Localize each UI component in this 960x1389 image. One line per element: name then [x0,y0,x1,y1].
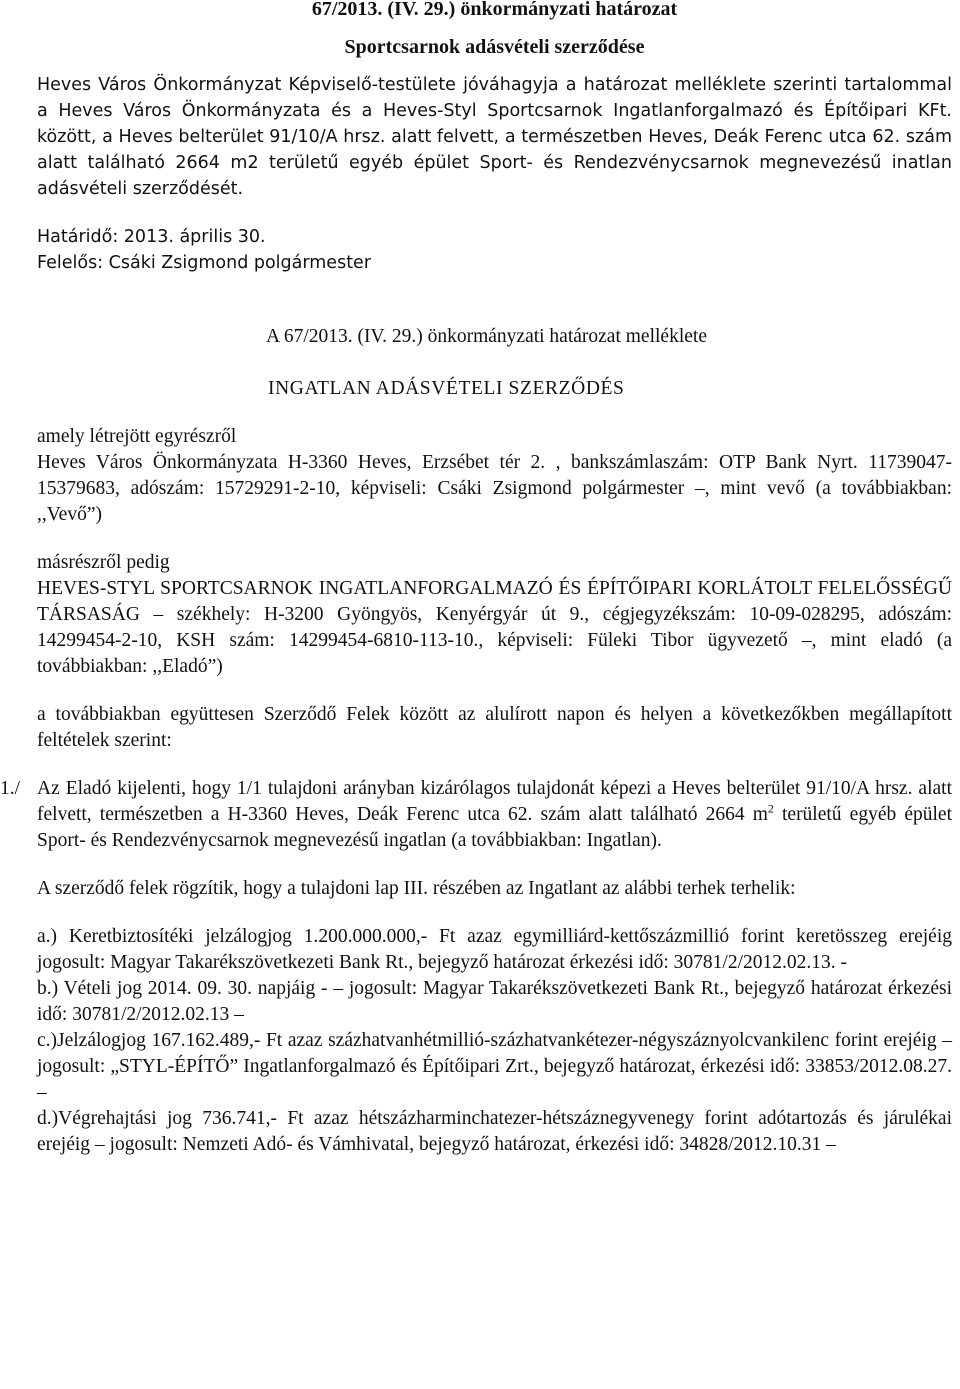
encumbrance-intro: A szerződő felek rögzítik, hogy a tulajdoni lap III. részében az Ingatlant az alábbi terhek terhelik: [37,878,796,899]
item-1-text [37,776,952,854]
item-number: 1./ [0,778,21,799]
contract-title: INGATLAN ADÁSVÉTELI SZERZŐDÉS [268,378,625,399]
contract-item-1 [0,776,952,854]
resolution-deadline: Határidő: 2013. április 30. [37,227,266,247]
party1-body: Heves Város Önkormányzata H-3360 Heves, Erzsébet tér 2. , bankszámlaszám: OTP Bank Nyrt. 11739047-15379683, adószám: 15729291-2-10, képviseli: Csáki Zsigmond polgármester –, mint vevő (a továbbiakban: ,,Vevő”) [37,452,952,525]
resolution-number: 67/2013. (IV. 29.) önkormányzati határozat [311,0,678,20]
resolution-subject: Sportcsarnok adásvételi szerződése [344,36,645,58]
encumbrance-a: a.) Keretbiztosítéki jelzálogjog 1.200.000.000,- Ft azaz egymilliárd-kettőszázmillió forint keretösszeg erejéig jogosult: Magyar Takarékszövetkezeti Bank Rt., bejegyző határozat érkezési idő: 30781/2/2012.02.13. - [37,926,952,973]
encumbrance-b: b.) Vételi jog 2014. 09. 30. napjáig - – jogosult: Magyar Takarékszövetkezeti Bank Rt., bejegyző határozat érkezési idő: 30781/2/2012.02.13 – [37,978,952,1025]
annex-title: A 67/2013. (IV. 29.) önkormányzati határozat melléklete [266,326,707,347]
item-1-sup: 2 [767,801,774,816]
item-1-post: területű egyéb épület Sport- és Rendezvénycsarnok megnevezésű ingatlan (a továbbiakban: Ingatlan). [37,804,952,851]
party1-intro: amely létrejött egyrészről [37,426,237,447]
item-1-pre: Az Eladó kijelenti, hogy 1/1 tulajdoni arányban kizárólagos tulajdonát képezi a Heves belterület 91/10/A hrsz. alatt felvett, természetben a H-3360 Heves, Deák Ferenc utca 62. szám alatt található 2664 m [37,778,952,825]
encumbrance-d: d.)Végrehajtási jog 736.741,- Ft azaz hétszázharminchatezer-hétszáznegyvenegy forint adótartozás és járulékai erejéig – jogosult: Nemzeti Adó- és Vámhivatal, bejegyző határozat, érkezési idő: 34828/2012.10.31 – [37,1108,952,1155]
resolution-responsible: Felelős: Csáki Zsigmond polgármester [37,253,372,273]
encumbrance-c: c.)Jelzálogjog 167.162.489,- Ft azaz százhatvanhétmillió-százhatvankétezer-négyszáznyolcvankilenc forint erejéig – jogosult: „STYL-ÉPÍTŐ” Ingatlanforgalmazó és Építőipari Zrt., bejegyző határozat, érkezési idő: 33853/2012.08.27. – [37,1030,952,1103]
party2-intro: másrészről pedig [37,552,170,573]
together-clause: a továbbiakban együttesen Szerződő Felek között az alulírott napon és helyen a következőkben megállapított feltételek szerint: [37,704,952,751]
resolution-body: Heves Város Önkormányzat Képviselő-testülete jóváhagyja a határozat melléklete szerinti tartalommal a Heves Város Önkormányzata és a Heves-Styl Sportcsarnok Ingatlanforgalmazó és Építőipari KFt. között, a Heves belterület 91/10/A hrsz. alatt felvett, a természetben Heves, Deák Ferenc utca 62. szám alatt található 2664 m2 területű egyéb épület Sport- és Rendezvénycsarnok megnevezésű inatlan adásvételi szerződését. [37,75,952,199]
party2-body: HEVES-STYL SPORTCSARNOK INGATLANFORGALMAZÓ ÉS ÉPÍTŐIPARI KORLÁTOLT FELELŐSSÉGŰ TÁRSASÁG – székhely: H-3200 Gyöngyös, Kenyérgyár út 9., cégjegyzékszám: 10-09-028295, adószám: 14299454-2-10, KSH szám: 14299454-6810-113-10., képviseli: Füleki Tibor ügyvezető –, mint eladó (a továbbiakban: ,,Eladó”) [37,578,952,677]
